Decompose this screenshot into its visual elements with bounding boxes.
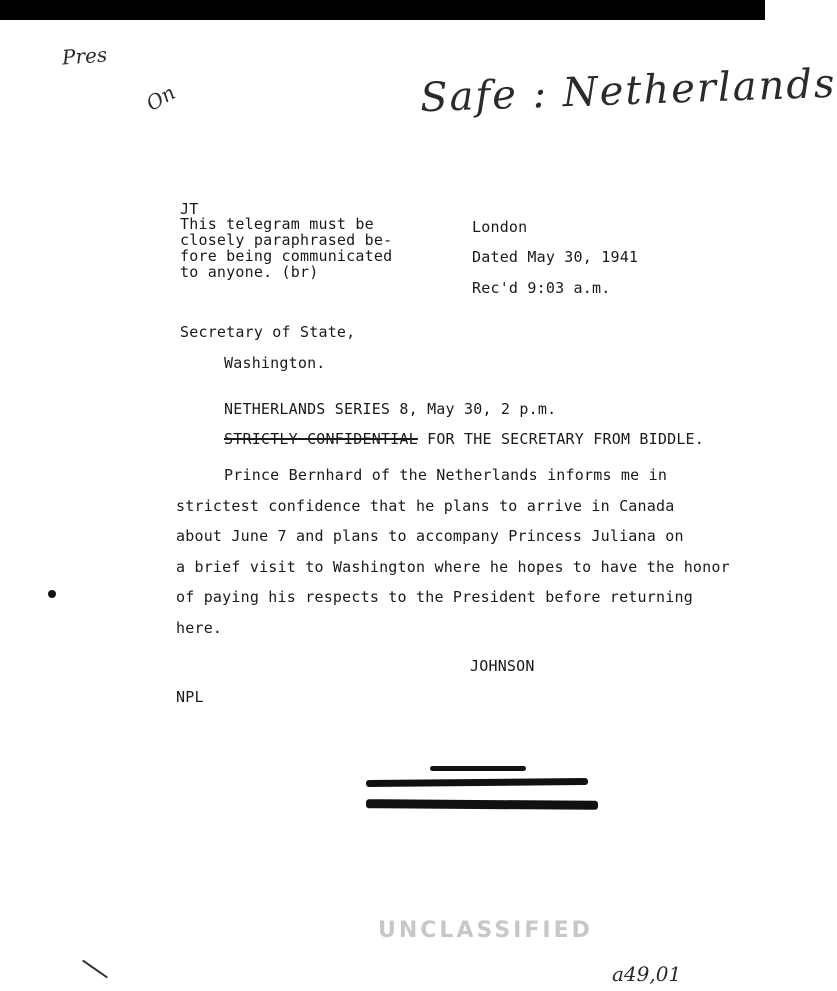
confidential-routing-line: [224, 430, 704, 448]
paragraph-line: a brief visit to Washington where he hopes to have the honor: [176, 557, 730, 576]
signature: JOHNSON: [470, 657, 535, 675]
paragraph-line: here.: [176, 618, 223, 637]
redaction-bar: [366, 799, 598, 810]
paraphrase-line: This telegram must be: [180, 215, 374, 233]
redaction-bar: [430, 766, 526, 771]
received-line: Rec'd 9:03 a.m.: [472, 279, 611, 297]
paragraph-line: Prince Bernhard of the Netherlands informs me in: [224, 466, 668, 484]
series-line: NETHERLANDS SERIES 8, May 30, 2 p.m.: [224, 400, 557, 418]
date-line: Dated May 30, 1941: [472, 248, 639, 266]
addressee-city: Washington.: [224, 354, 326, 372]
margin-note-pres: Pres: [61, 42, 108, 70]
addressee-line: Secretary of State,: [180, 323, 356, 341]
file-number: a49,01: [612, 962, 682, 986]
paragraph-line: about June 7 and plans to accompany Princess Juliana on: [176, 527, 684, 545]
redaction-bar: [366, 778, 588, 787]
paraphrase-notice: [180, 216, 392, 280]
paragraph-line: of paying his respects to the President before returning: [176, 588, 693, 606]
scan-top-edge: [0, 0, 765, 20]
unclassified-stamp: UNCLASSIFIED: [378, 918, 593, 943]
paraphrase-line: fore being communicated: [180, 247, 393, 265]
routing-text: FOR THE SECRETARY FROM BIDDLE.: [427, 430, 705, 448]
struck-classification: STRICTLY CONFIDENTIAL: [224, 430, 418, 448]
paraphrase-line: to anyone. (br): [180, 263, 319, 281]
telegram-code: JT: [180, 200, 199, 218]
scan-speck: [48, 590, 56, 598]
scan-stroke: [82, 960, 108, 979]
paragraph-line: strictest confidence that he plans to arrive in Canada: [176, 496, 675, 515]
message-paragraph: [176, 460, 730, 643]
origin-city: London: [472, 218, 528, 236]
margin-note-mark: On: [141, 80, 180, 116]
distribution-code: NPL: [176, 688, 204, 706]
paraphrase-line: closely paraphrased be-: [180, 231, 393, 249]
safe-netherlands-annotation: Safe : Netherlands: [419, 60, 837, 122]
